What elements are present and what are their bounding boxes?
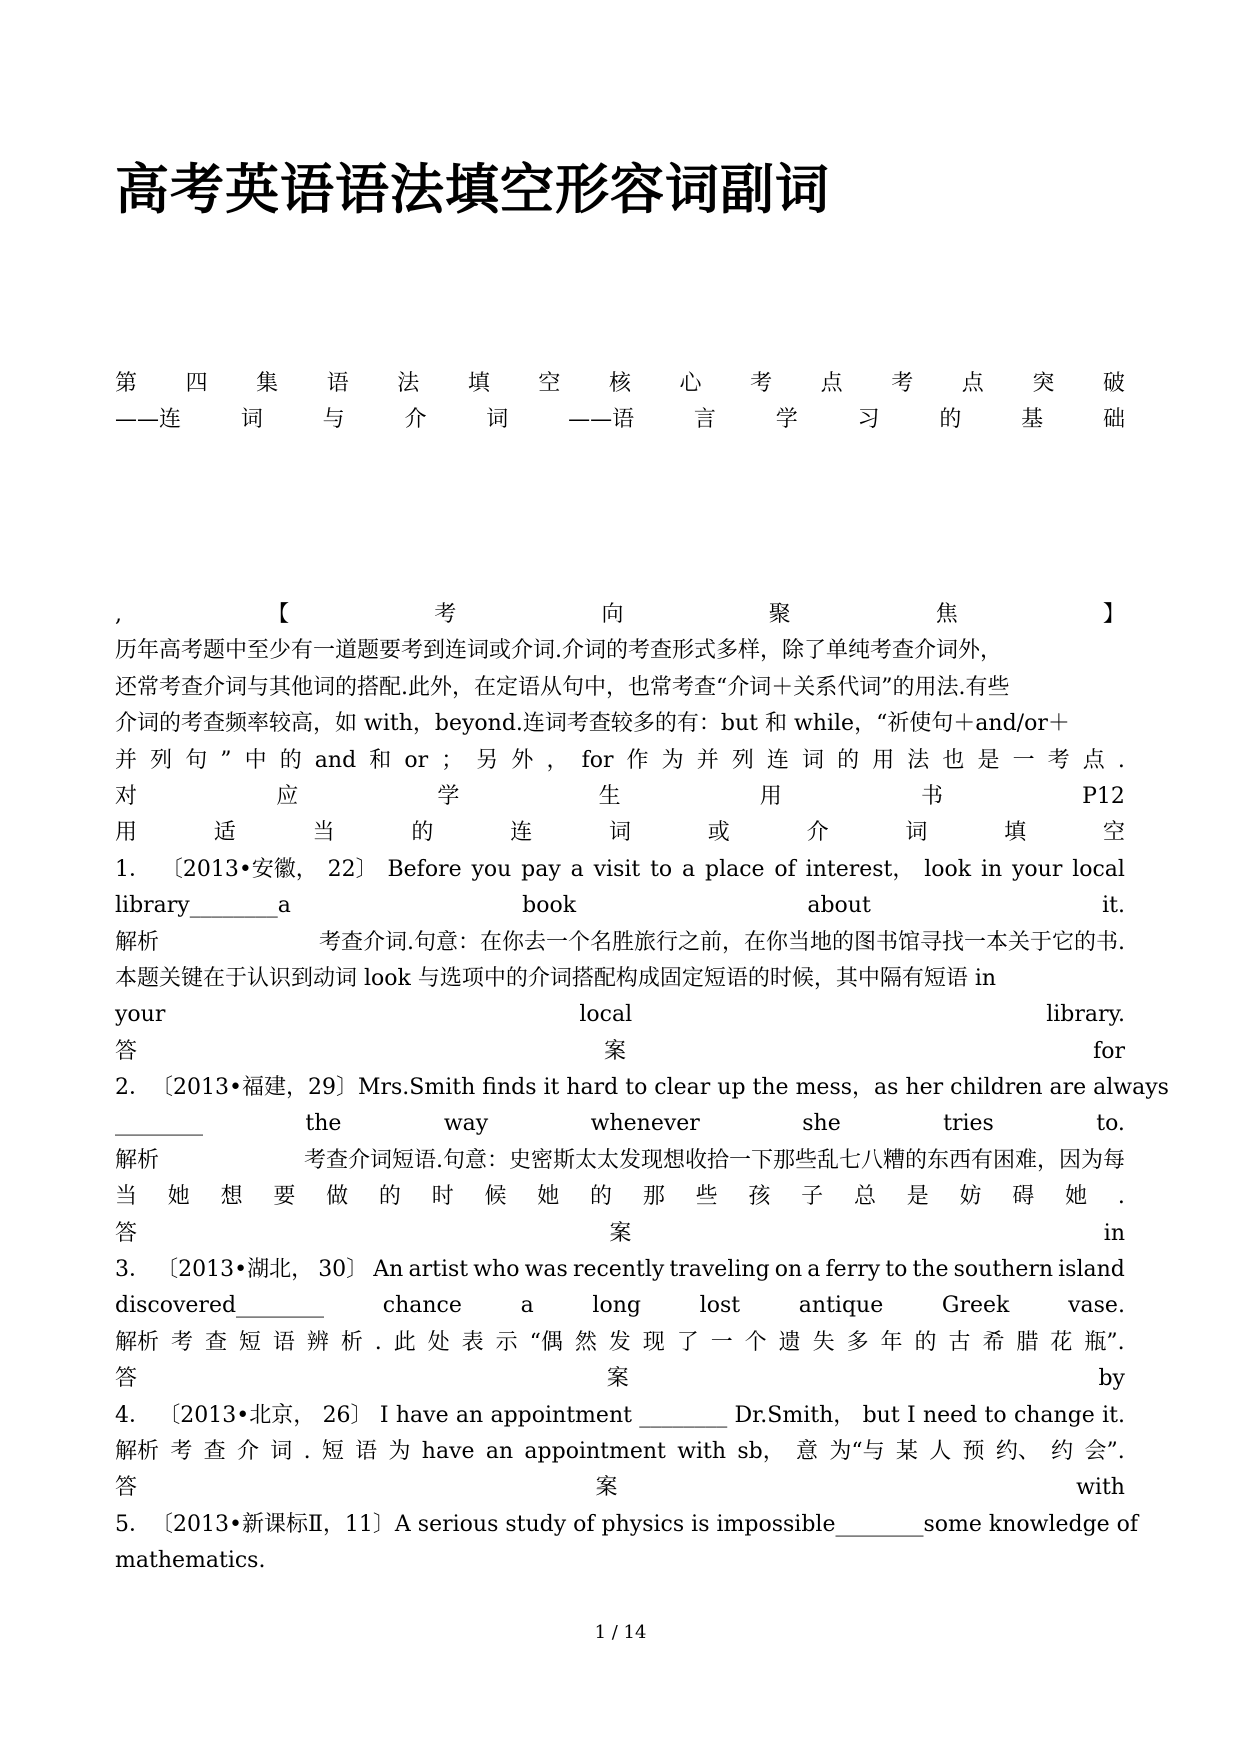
body-line — [115, 815, 1125, 851]
text-token: 了 — [676, 1329, 699, 1355]
text-token: a — [520, 1293, 534, 1319]
text-token: 破 — [1102, 371, 1125, 396]
text-token: 习 — [857, 407, 880, 433]
text-token: it. — [1102, 1402, 1125, 1428]
text-token: you — [471, 856, 512, 882]
text-token: 与 — [322, 407, 345, 433]
text-token: of — [774, 856, 796, 882]
text-token: 那 — [642, 1184, 665, 1210]
text-token: 语 — [326, 371, 349, 396]
text-token: 当 — [115, 1184, 138, 1210]
text-token: 的 — [378, 1184, 401, 1210]
text-token: 失 — [812, 1329, 835, 1355]
text-token: I — [906, 1402, 916, 1428]
text-token: 答 — [115, 1475, 138, 1501]
text-token: I — [379, 1402, 389, 1428]
text-token: 一 — [710, 1329, 733, 1355]
text-token: an — [455, 1402, 484, 1428]
body-line — [115, 779, 1125, 815]
text-token: 外 — [511, 747, 534, 773]
text-token: 点 — [820, 371, 843, 396]
text-token: local — [579, 1002, 633, 1028]
text-token: 点 — [1082, 747, 1105, 773]
text-token: 点 — [961, 371, 984, 396]
text-token: 用 — [759, 783, 782, 809]
text-token: 用 — [115, 820, 138, 846]
text-token: ferry — [825, 1257, 881, 1283]
text-token: 孩 — [748, 1184, 771, 1210]
body-line — [115, 1070, 1169, 1106]
text-token: 发 — [608, 1329, 631, 1355]
text-token: in — [1103, 1220, 1125, 1246]
text-token: 法 — [397, 371, 420, 396]
text-token: “偶 — [529, 1329, 563, 1355]
text-token: 想 — [220, 1184, 243, 1210]
text-token: 考 — [170, 1329, 193, 1355]
text-token: ， — [546, 747, 569, 773]
text-token: Before — [387, 856, 462, 882]
text-token: pay — [521, 856, 561, 882]
text-token: ________ — [639, 1402, 728, 1428]
body-line — [115, 1143, 1125, 1179]
text-token: 考 — [434, 602, 457, 627]
text-token: 适 — [213, 820, 236, 846]
text-token: 妨 — [959, 1184, 982, 1210]
text-token: sb， — [737, 1438, 785, 1464]
text-token: 年 — [880, 1329, 903, 1355]
text-token: change — [1013, 1402, 1095, 1428]
text-token: discovered________ — [115, 1293, 325, 1319]
text-token: 是 — [977, 747, 1000, 773]
text-token: 〔2013•福建，29〕 — [151, 1075, 358, 1101]
text-token: with — [677, 1438, 727, 1464]
text-token: place — [705, 856, 765, 882]
text-token: 4． — [115, 1402, 151, 1428]
text-token: 考 — [750, 371, 773, 396]
text-token: 本题关键在于认识到动词 look 与选项中的介词搭配构成固定短语的时候，其中隔有短语 in — [115, 965, 997, 991]
text-token: 历年高考题中至少有一道题要考到连词或介词.介词的考查形式多样，除了单纯考查介词外， — [115, 638, 1002, 664]
text-token: 解析 — [115, 929, 160, 955]
text-token: 要 — [273, 1184, 296, 1210]
text-token: for — [581, 747, 614, 773]
text-token: , — [115, 602, 122, 627]
text-token: . — [303, 1438, 311, 1464]
text-token: 短 — [238, 1329, 261, 1355]
body-line — [115, 633, 1125, 669]
text-token: traveling — [669, 1257, 770, 1283]
text-token: 此 — [393, 1329, 416, 1355]
text-token: to — [885, 1257, 908, 1283]
text-token: 〔2013•安徽， — [160, 856, 318, 882]
text-token: 列 — [150, 747, 173, 773]
text-token: 的 — [939, 407, 962, 433]
text-token: southern — [953, 1257, 1054, 1283]
text-token: 学 — [775, 407, 798, 433]
text-token: 答 — [115, 1220, 138, 1246]
text-token: she — [802, 1111, 841, 1137]
text-token: 示 — [495, 1329, 518, 1355]
text-token: 考 — [170, 1438, 193, 1464]
text-token: 预 — [962, 1438, 985, 1464]
text-token: 并 — [115, 747, 138, 773]
body-line — [115, 1179, 1125, 1215]
text-token: 查 — [203, 1438, 226, 1464]
text-token: interest， — [805, 856, 915, 882]
body-line — [115, 961, 1125, 997]
body-line — [115, 670, 1125, 706]
page-title: 高考英语语法填空形容词副词 — [115, 158, 830, 221]
text-token: your — [1012, 856, 1063, 882]
text-token: need — [922, 1402, 978, 1428]
text-token: ； — [441, 747, 464, 773]
text-token: 生 — [598, 783, 621, 809]
text-token: library________a — [115, 893, 291, 919]
text-token: 空 — [1102, 820, 1125, 846]
text-token: 案 — [604, 1038, 627, 1064]
text-token: 某 — [895, 1438, 918, 1464]
text-token: 考查介词.句意：在你去一个名胜旅行之前，在你当地的图书馆寻找一本关于它的书. — [319, 929, 1125, 955]
text-token: 腊 — [1016, 1329, 1039, 1355]
text-token: 瓶”. — [1084, 1329, 1125, 1355]
text-token: 一 — [1012, 747, 1035, 773]
text-token: 础 — [1102, 407, 1125, 433]
text-token: 的 — [837, 747, 860, 773]
text-token: 碍 — [1012, 1184, 1035, 1210]
text-token: an — [485, 1438, 514, 1464]
text-token: artist — [408, 1257, 469, 1283]
text-token: to. — [1096, 1111, 1125, 1137]
text-token: 另 — [476, 747, 499, 773]
text-token: 语 — [355, 1438, 378, 1464]
text-token: 聚 — [768, 602, 791, 627]
text-token: lost — [699, 1293, 741, 1319]
text-token: 词 — [486, 407, 509, 433]
text-token: 的 — [411, 820, 434, 846]
text-token: ——语 — [568, 407, 635, 433]
text-token: as her children are always — [874, 1075, 1169, 1101]
text-token: 解析 — [115, 1147, 160, 1173]
text-token: 连 — [766, 747, 789, 773]
text-token: 她 — [1065, 1184, 1088, 1210]
text-token: 查 — [204, 1329, 227, 1355]
text-token: 集 — [256, 371, 279, 396]
text-token: library. — [1046, 1002, 1125, 1028]
text-token: 或 — [707, 820, 730, 846]
text-token: 辨 — [306, 1329, 329, 1355]
text-token: the — [912, 1257, 949, 1283]
text-token: 是 — [906, 1184, 929, 1210]
text-token: 言 — [693, 407, 716, 433]
text-token: vase. — [1068, 1293, 1125, 1319]
text-token: 2． — [115, 1075, 151, 1101]
text-token: tries — [943, 1111, 994, 1137]
section-header — [115, 366, 1125, 439]
body-line — [115, 1034, 1125, 1070]
body-line — [115, 1325, 1125, 1361]
text-token: 考查介词短语.句意：史密斯太太发现想收拾一下那些乱七八糟的东西有困难，因为每 — [304, 1147, 1125, 1173]
text-token: 心 — [679, 371, 702, 396]
text-token: 核 — [608, 371, 631, 396]
text-token: 5． — [115, 1511, 151, 1537]
text-token: who — [473, 1257, 520, 1283]
text-token: 短 — [321, 1438, 344, 1464]
text-token: 学 — [437, 783, 460, 809]
text-token: 作 — [626, 747, 649, 773]
body-line — [115, 1507, 1139, 1543]
text-token: 多 — [846, 1329, 869, 1355]
text-token: 古 — [948, 1329, 971, 1355]
text-token: 为 — [661, 747, 684, 773]
text-token: 花 — [1050, 1329, 1073, 1355]
text-token: 词 — [270, 1438, 293, 1464]
text-token: antique — [798, 1293, 884, 1319]
text-token: with — [1076, 1475, 1125, 1501]
text-token: 】 — [1102, 602, 1125, 627]
text-token: 约 — [1051, 1438, 1074, 1464]
text-token: 当 — [312, 820, 335, 846]
text-token: . — [1117, 1184, 1125, 1210]
text-token: have — [421, 1438, 475, 1464]
text-token: 书 — [920, 783, 943, 809]
text-token: 应 — [276, 783, 299, 809]
text-token: 考 — [1047, 747, 1070, 773]
page-number: 1 / 14 — [594, 1622, 647, 1643]
text-token: way — [443, 1111, 489, 1137]
text-token: 〔2013•湖北， — [156, 1257, 314, 1283]
body-line — [115, 1470, 1125, 1506]
body-line — [115, 1398, 1125, 1434]
text-token: 的 — [914, 1329, 937, 1355]
text-token: on — [774, 1257, 803, 1283]
text-token: have — [395, 1402, 449, 1428]
text-token: 案 — [606, 1366, 629, 1392]
text-token: 突 — [1032, 371, 1055, 396]
text-token: 26〕 — [322, 1402, 373, 1428]
text-token: An — [373, 1257, 404, 1283]
text-token: 答 — [115, 1366, 138, 1392]
text-token: and — [314, 747, 357, 773]
text-token: ________ — [115, 1111, 203, 1137]
text-token: 她 — [167, 1184, 190, 1210]
text-token: to — [650, 856, 673, 882]
document-body — [115, 597, 1169, 1580]
text-token: 会”. — [1084, 1438, 1125, 1464]
text-token: long — [592, 1293, 641, 1319]
text-token: 并 — [696, 747, 719, 773]
body-line — [115, 1216, 1125, 1252]
text-token: 约、 — [995, 1438, 1040, 1464]
text-token: a — [807, 1257, 821, 1283]
text-token: 焦 — [935, 602, 958, 627]
text-token: 空 — [538, 371, 561, 396]
text-token: P12 — [1082, 783, 1125, 809]
text-token: 〔2013•北京， — [158, 1402, 316, 1428]
text-token: 向 — [601, 602, 624, 627]
text-token: 处 — [427, 1329, 450, 1355]
text-token: mathematics. — [115, 1548, 266, 1574]
text-token: 介词的考查频率较高，如 with，beyond.连词考查较多的有：but 和 while，“祈使句＋and/or＋ — [115, 711, 1070, 737]
text-token: 词 — [608, 820, 631, 846]
text-token: 词 — [240, 407, 263, 433]
text-token: 时 — [431, 1184, 454, 1210]
text-token: A serious study of physics is impossible________some knowledge of — [394, 1511, 1139, 1537]
text-token: 些 — [695, 1184, 718, 1210]
text-token: 解析 — [115, 1438, 160, 1464]
text-token: 列 — [731, 747, 754, 773]
body-line — [115, 1252, 1125, 1288]
text-token: whenever — [590, 1111, 700, 1137]
text-token: 总 — [853, 1184, 876, 1210]
text-token: 基 — [1021, 407, 1044, 433]
text-token: in — [980, 856, 1003, 882]
text-token: 考 — [891, 371, 914, 396]
text-token: 的 — [279, 747, 302, 773]
text-token: 人 — [929, 1438, 952, 1464]
body-line — [115, 1288, 1125, 1324]
text-token: 的 — [590, 1184, 613, 1210]
text-token: 介 — [236, 1438, 259, 1464]
text-token: your — [115, 1002, 166, 1028]
text-token: 四 — [185, 371, 208, 396]
text-token: 个 — [744, 1329, 767, 1355]
text-token: look — [924, 856, 972, 882]
text-token: recently — [572, 1257, 665, 1283]
text-token: 中 — [244, 747, 267, 773]
text-token: the — [305, 1111, 342, 1137]
text-token: 【 — [267, 602, 290, 627]
text-token: 介 — [404, 407, 427, 433]
text-token: 连 — [510, 820, 533, 846]
text-token: Dr.Smith， — [734, 1402, 856, 1428]
text-token: it. — [1102, 893, 1125, 919]
text-token: book — [522, 893, 577, 919]
body-line — [115, 925, 1125, 961]
text-token: 〔2013•新课标Ⅱ，11〕 — [151, 1511, 395, 1537]
body-line — [115, 706, 1125, 742]
body-line — [115, 1106, 1125, 1142]
text-token: 子 — [801, 1184, 824, 1210]
body-line — [115, 1361, 1125, 1397]
text-token: 语 — [272, 1329, 295, 1355]
text-token: 介 — [806, 820, 829, 846]
body-line — [115, 888, 1125, 924]
text-token: visit — [593, 856, 641, 882]
text-token: appointment — [490, 1402, 632, 1428]
text-token: . — [1117, 747, 1125, 773]
text-token: 答 — [115, 1038, 138, 1064]
header-line — [115, 402, 1125, 438]
text-token: a — [570, 856, 584, 882]
text-token: Mrs.Smith finds it hard to clear up the mess， — [357, 1075, 875, 1101]
text-token: 第 — [115, 371, 138, 396]
text-token: 词 — [905, 820, 928, 846]
text-token: 现 — [642, 1329, 665, 1355]
text-token: a — [682, 856, 696, 882]
body-line — [115, 1543, 1125, 1579]
text-token: chance — [382, 1293, 462, 1319]
text-token: about — [807, 893, 871, 919]
text-token: or — [404, 747, 429, 773]
text-token: 她 — [537, 1184, 560, 1210]
text-token: but — [862, 1402, 900, 1428]
header-line — [115, 366, 1125, 402]
text-token: 也 — [942, 747, 965, 773]
text-token: by — [1098, 1366, 1125, 1392]
body-line — [115, 597, 1125, 633]
text-token: . — [374, 1329, 382, 1355]
text-token: 析 — [340, 1329, 363, 1355]
text-token: 意 — [796, 1438, 819, 1464]
text-token: 法 — [907, 747, 930, 773]
text-token: 22〕 — [327, 856, 378, 882]
body-line — [115, 743, 1125, 779]
body-line — [115, 1434, 1125, 1470]
text-token: 句 — [185, 747, 208, 773]
text-token: 为“与 — [829, 1438, 885, 1464]
text-token: ” — [220, 747, 232, 773]
text-token: 案 — [595, 1475, 618, 1501]
text-token: 遗 — [778, 1329, 801, 1355]
text-token: to — [984, 1402, 1007, 1428]
text-token: 填 — [467, 371, 490, 396]
body-line — [115, 852, 1125, 888]
text-token: 解析 — [115, 1329, 160, 1355]
text-token: 3． — [115, 1257, 151, 1283]
text-token: Greek — [941, 1293, 1010, 1319]
text-token: 词 — [802, 747, 825, 773]
text-token: 表 — [461, 1329, 484, 1355]
text-token: 用 — [872, 747, 895, 773]
text-token: 为 — [388, 1438, 411, 1464]
text-token: 做 — [326, 1184, 349, 1210]
text-token: local — [1072, 856, 1125, 882]
text-token: 对 — [115, 783, 138, 809]
body-line — [115, 997, 1125, 1033]
text-token: for — [1093, 1038, 1125, 1064]
text-token: 30〕 — [318, 1257, 369, 1283]
text-token: was — [524, 1257, 568, 1283]
text-token: 和 — [369, 747, 392, 773]
text-token: 1． — [115, 856, 151, 882]
text-token: 然 — [574, 1329, 597, 1355]
text-token: appointment — [524, 1438, 666, 1464]
text-token: island — [1058, 1257, 1125, 1283]
text-token: 候 — [484, 1184, 507, 1210]
text-token: 希 — [982, 1329, 1005, 1355]
text-token: ——连 — [115, 407, 182, 433]
text-token: 填 — [1004, 820, 1027, 846]
text-token: 案 — [609, 1220, 632, 1246]
text-token: 还常考查介词与其他词的搭配.此外，在定语从句中，也常考查“介词＋关系代词”的用法.有些 — [115, 674, 1010, 700]
